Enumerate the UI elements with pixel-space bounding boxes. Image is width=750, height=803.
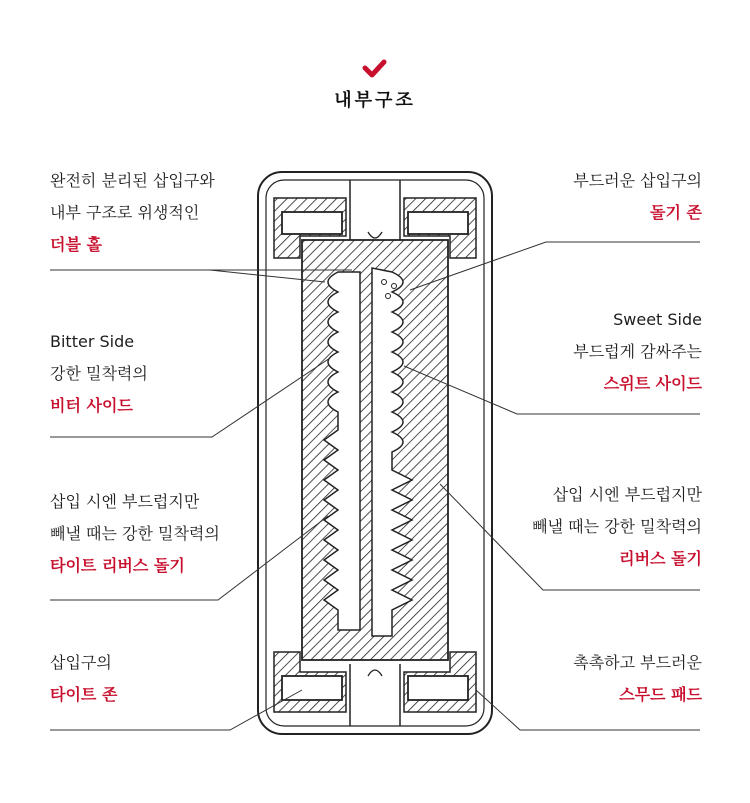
callout-line: Bitter Side (50, 332, 135, 351)
callout-name: 타이트 존 (50, 685, 118, 704)
callout-name: 스무드 패드 (619, 685, 702, 704)
callout-name: 비터 사이드 (50, 396, 133, 415)
callout-name: 돌기 존 (650, 203, 702, 222)
top-pad-left (282, 212, 342, 234)
callout-line: 삽입 시엔 부드럽지만 (552, 485, 702, 504)
top-pad-right (408, 212, 468, 234)
page-title: 내부구조 (334, 90, 416, 111)
callout-line: 삽입 시엔 부드럽지만 (50, 492, 200, 511)
callout-sweet-side (573, 304, 702, 400)
callout-bitter-side (50, 326, 148, 422)
callout-tight-zone (50, 647, 117, 711)
callout-reverse-bumps (532, 479, 702, 575)
top-opening (350, 180, 400, 240)
callout-line: 내부 구조로 위생적인 (50, 203, 200, 222)
callout-line: 강한 밀착력의 (50, 364, 148, 383)
callout-line: 부드럽게 감싸주는 (573, 342, 702, 361)
callout-bump-zone (573, 165, 702, 229)
callout-name: 타이트 리버스 돌기 (50, 556, 185, 575)
callout-double-hole (50, 165, 215, 261)
callout-name: 더블 홀 (50, 235, 102, 254)
leader-double-hole (50, 270, 325, 282)
callout-smooth-pad (573, 647, 702, 711)
callout-line: Sweet Side (613, 310, 702, 329)
callout-line: 부드러운 삽입구의 (573, 171, 702, 190)
bottom-pad-right (408, 676, 468, 700)
callout-tight-reverse (50, 486, 220, 582)
callout-line: 촉촉하고 부드러운 (573, 653, 702, 672)
callout-line: 삽입구의 (50, 653, 112, 672)
bottom-opening (350, 664, 400, 726)
callout-line: 완전히 분리된 삽입구와 (50, 171, 215, 190)
callout-name: 스위트 사이드 (603, 374, 702, 393)
callout-line: 빼낼 때는 강한 밀착력의 (50, 524, 220, 543)
callout-name: 리버스 돌기 (619, 549, 702, 568)
callout-line: 빼낼 때는 강한 밀착력의 (532, 517, 702, 536)
